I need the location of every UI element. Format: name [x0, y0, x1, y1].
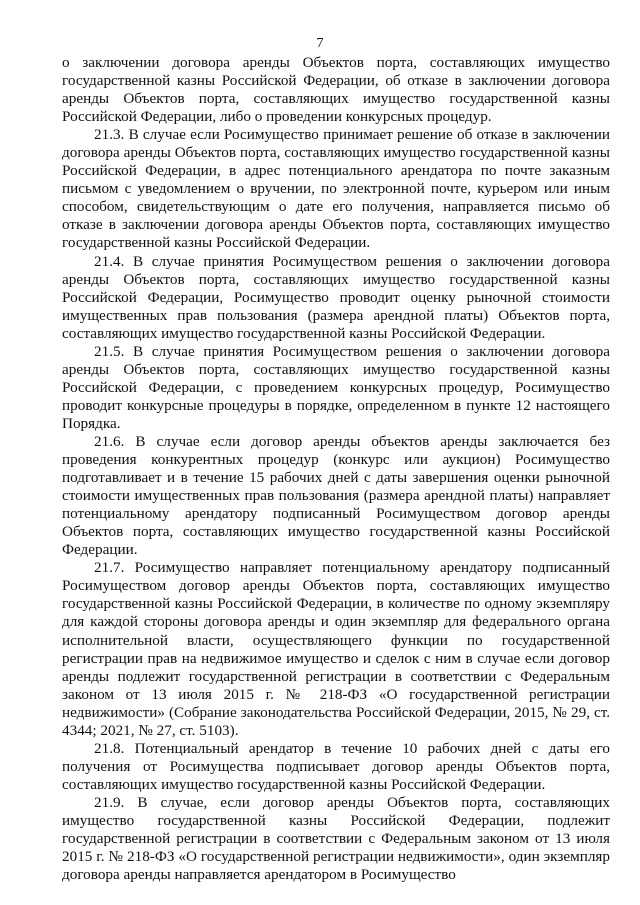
document-body — [62, 54, 610, 884]
paragraph-21-9: 21.9. В случае, если договор аренды Объектов порта, составляющих имущество государственной казны Российской Федерации, подлежит государственной регистрации в соответствии с Федеральным законом от 13 июля 2015 г. № 218-ФЗ «О государственной регистрации недвижимости», один экземпляр договора аренды направляется арендатором в Росимущество — [62, 793, 610, 884]
paragraph-21-8: 21.8. Потенциальный арендатор в течение 10 рабочих дней с даты его получения от Росимущества подписывает договор аренды Объектов порта, составляющих имущество государственной казны Российской Федерации. — [62, 739, 610, 793]
paragraph-21-7: 21.7. Росимущество направляет потенциальному арендатору подписанный Росимуществом договор аренды Объектов порта, составляющих имущество государственной казны Российской Федерации, в количестве по одному экземпляру для каждой стороны договора аренды и один экземпляр для федерального органа исполнительной власти, осуществляющего функции по государственной регистрации прав на недвижимое имущество и сделок с ним в случае если договор аренды подлежит государственной регистрации в соответствии с Федеральным законом от 13 июля 2015 г. № 218-ФЗ «О государственной регистрации недвижимости» (Собрание законодательства Российской Федерации, 2015, № 29, ст. 4344; 2021, № 27, ст. 5103). — [62, 559, 610, 739]
paragraph-21-3: 21.3. В случае если Росимущество принимает решение об отказе в заключении договора аренды Объектов порта, составляющих имущество государственной казны Российской Федерации, в адрес потенциального арендатора по почте заказным письмом с уведомлением о вручении, по электронной почте, курьером или иным способом, свидетельствующим о дате его получения, направляется письмо об отказе в заключении договора аренды Объектов порта, составляющих имущество государственной казны Российской Федерации. — [62, 126, 610, 252]
paragraph-21-4: 21.4. В случае принятия Росимуществом решения о заключении договора аренды Объектов порта, составляющих имущество государственной казны Российской Федерации, Росимущество проводит оценку рыночной стоимости имущественных прав пользования (размера арендной платы) Объектов порта, составляющих имущество государственной казны Российской Федерации. — [62, 252, 610, 342]
paragraph-21-5: 21.5. В случае принятия Росимуществом решения о заключении договора аренды Объектов порта, составляющих имущество государственной казны Российской Федерации, с проведением конкурсных процедур, Росимущество проводит конкурсные процедуры в порядке, определенном в пункте 12 настоящего Порядка. — [62, 342, 610, 432]
paragraph-continuation: о заключении договора аренды Объектов порта, составляющих имущество государственной казны Российской Федерации, об отказе в заключении договора аренды Объектов порта, составляющих имущество государственной казны Российской Федерации, либо о проведении конкурсных процедур. — [62, 54, 610, 126]
paragraph-21-6: 21.6. В случае если договор аренды объектов аренды заключается без проведения конкурентных процедур (конкурс или аукцион) Росимущество подготавливает и в течение 15 рабочих дней с даты завершения оценки рыночной стоимости имущественных прав пользования (размера арендной платы) направляет потенциальному арендатору подписанный Росимуществом договор аренды Объектов порта, составляющих имущество государственной казны Российской Федерации. — [62, 432, 610, 559]
page-number: 7 — [316, 36, 324, 51]
